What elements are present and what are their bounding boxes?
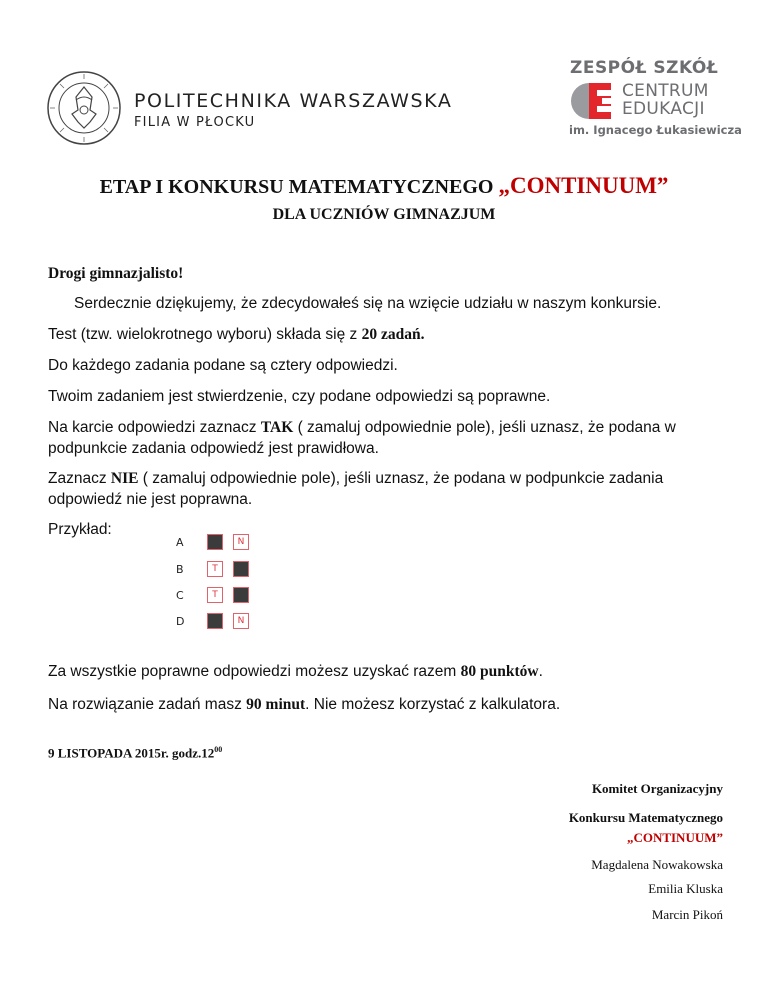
title-highlight: „CONTINUUM” — [498, 173, 669, 198]
organizer-name: Emilia Kluska — [648, 881, 723, 896]
exam-date — [48, 745, 222, 761]
p5-text-c: ( zamaluj odpowiednie pole), jeśli uznasz, że podana w — [293, 419, 676, 436]
politechnika-branch: FILIA W PŁOCKU — [134, 115, 256, 130]
p6-text-a: Zaznacz — [48, 470, 111, 487]
p2-count: 20 zadań. — [361, 326, 425, 343]
zespol-szkol-name: ZESPÓŁ SZKÓŁ — [570, 58, 719, 78]
politechnika-seal-logo — [46, 70, 122, 146]
answer-box-yes: T — [207, 561, 223, 577]
p8-minutes: 90 minut — [246, 696, 306, 713]
p7-text-c: . — [538, 663, 543, 680]
p2-text: Test (tzw. wielokrotnego wyboru) składa się z — [48, 326, 362, 343]
greeting: Drogi gimnazjalisto! — [48, 265, 184, 282]
paragraph-four-answers: Do każdego zadania podane są cztery odpowiedzi. — [48, 357, 398, 374]
centrum-line: CENTRUM — [622, 81, 709, 101]
answer-box-yes: T — [207, 587, 223, 603]
committee-line3: „CONTINUUM” — [626, 830, 723, 845]
organizer-name: Magdalena Nowakowska — [591, 857, 723, 872]
committee-line1: Komitet Organizacyjny — [591, 781, 723, 796]
p6-line2: odpowiedź nie jest poprawna. — [48, 491, 253, 508]
p8-text-c: . Nie możesz korzystać z kalkulatora. — [305, 696, 561, 713]
p5-line1 — [48, 417, 676, 438]
page-title — [0, 173, 768, 199]
paragraph-mark-no — [48, 468, 663, 510]
p5-text-a: Na karcie odpowiedzi zaznacz — [48, 419, 261, 436]
paragraph-mark-yes — [48, 417, 676, 459]
answer-box-no: N — [233, 534, 249, 550]
answer-box-filled — [233, 561, 249, 577]
paragraph-points — [48, 661, 543, 682]
p6-line1 — [48, 468, 663, 489]
example-label: Przykład: — [48, 521, 112, 538]
page-subtitle: DLA UCZNIÓW GIMNAZJUM — [272, 206, 496, 223]
answer-box-filled — [207, 613, 223, 629]
p6-no: NIE — [110, 470, 139, 487]
p5-yes: TAK — [260, 419, 294, 436]
example-letter: C — [176, 589, 184, 602]
p8-text-a: Na rozwiązanie zadań masz — [48, 696, 247, 713]
date-sup: 00 — [214, 745, 223, 754]
title-main: ETAP I KONKURSU MATEMATYCZNEGO — [99, 176, 499, 198]
p5-line2: podpunkcie zadania odpowiedź jest prawidłowa. — [48, 440, 379, 457]
p7-text-a: Za wszystkie poprawne odpowiedzi możesz uzyskać razem — [48, 663, 461, 680]
organizer-name: Marcin Pikoń — [651, 907, 723, 922]
paragraph-thanks: Serdecznie dziękujemy, że zdecydowałeś się na wzięcie udziału w naszym konkursie. — [74, 295, 662, 312]
paragraph-task: Twoim zadaniem jest stwierdzenie, czy podane odpowiedzi są poprawne. — [48, 388, 551, 405]
example-letter: D — [176, 615, 185, 628]
example-letter: B — [176, 563, 184, 576]
centrum-edukacji-logo-mark — [570, 82, 612, 120]
paragraph-test-info — [48, 324, 424, 345]
answer-box-no: N — [233, 613, 249, 629]
paragraph-time — [48, 694, 560, 715]
answer-box-filled — [207, 534, 223, 550]
p7-points: 80 punktów — [460, 663, 539, 680]
edukacji-line: EDUKACJI — [622, 99, 705, 119]
school-patron: im. Ignacego Łukasiewicza — [569, 123, 742, 137]
example-letter: A — [176, 536, 184, 549]
politechnika-name: POLITECHNIKA WARSZAWSKA — [134, 90, 453, 112]
committee-line2: Konkursu Matematycznego — [568, 810, 723, 825]
centrum-edukacji-text — [622, 82, 709, 118]
date-text: 9 LISTOPADA 2015r. godz.12 — [48, 745, 215, 761]
p6-text-c: ( zamaluj odpowiednie pole), jeśli uznasz, że podana w podpunkcie zadania — [138, 470, 664, 487]
answer-box-filled — [233, 587, 249, 603]
